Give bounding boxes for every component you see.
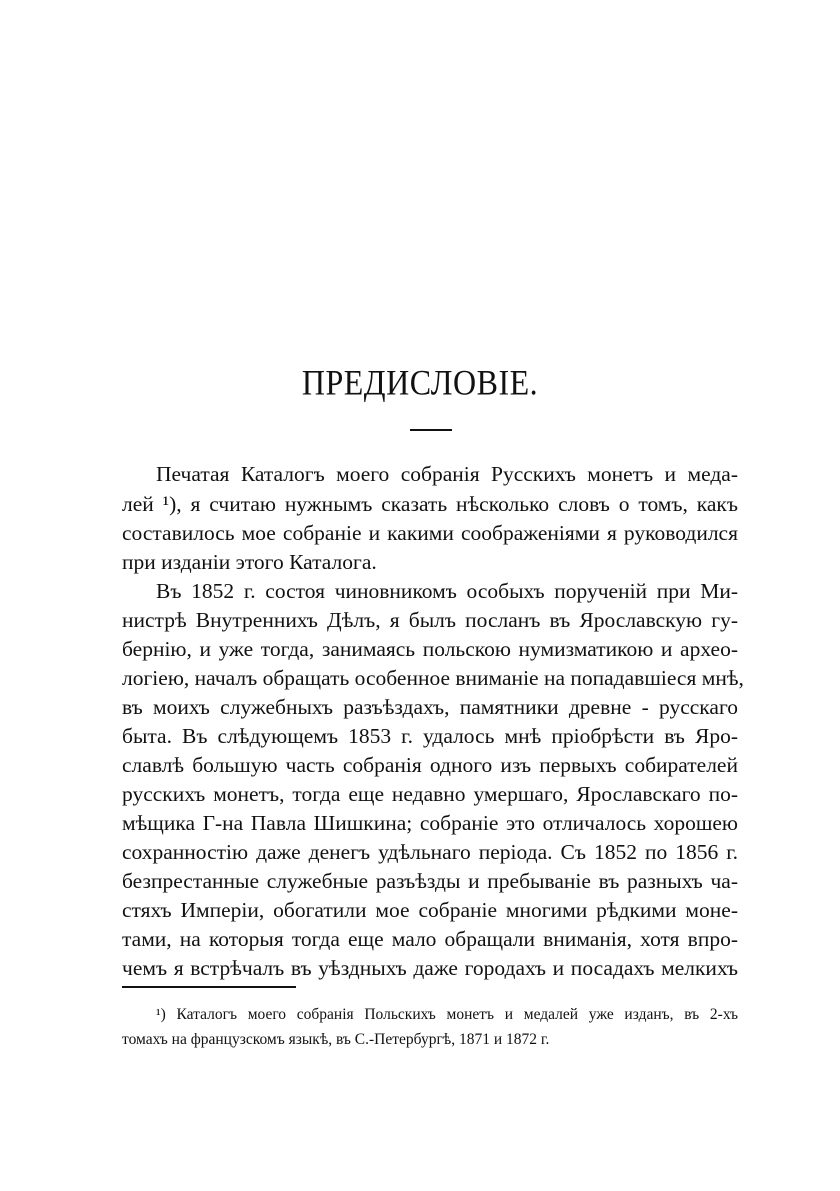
body-line: чемъ я встрѣчалъ въ уѣздныхъ даже городахъ и посадахъ мелкихъ bbox=[122, 956, 738, 980]
body-line: составилось мое собраніе и какими соображеніями я руководился bbox=[122, 521, 738, 545]
body-line: бернію, и уже тогда, занимаясь польскою нумизматикою и архео- bbox=[122, 637, 738, 661]
body-line: мѣщика Г-на Павла Шишкина; собраніе это отличалось хорошею bbox=[122, 811, 738, 835]
body-line: Въ 1852 г. состоя чиновникомъ особыхъ порученій при Ми- bbox=[156, 579, 738, 603]
footnote-divider bbox=[122, 986, 296, 988]
body-line: логіею, началъ обращать особенное вниманіе на попадавшіеся мнѣ, bbox=[122, 666, 744, 690]
body-line: нистрѣ Внутреннихъ Дѣлъ, я былъ посланъ въ Ярославскую гу- bbox=[122, 608, 738, 632]
body-line: тами, на которыя тогда еще мало обращали вниманія, хотя впро- bbox=[122, 927, 738, 951]
body-line: лей ¹), я считаю нужнымъ сказать нѣсколько словъ о томъ, какъ bbox=[122, 492, 738, 516]
page-title: ПРЕДИСЛОВІЕ. bbox=[301, 362, 539, 403]
body-line: русскихъ монетъ, тогда еще недавно умершаго, Ярославскаго по- bbox=[122, 782, 738, 806]
footnote-line: томахъ на французскомъ языкѣ, въ С.-Петербургѣ, 1871 и 1872 г. bbox=[122, 1031, 550, 1048]
body-line: сохранностію даже денегъ удѣльнаго періода. Съ 1852 по 1856 г. bbox=[122, 840, 738, 864]
footnote-line: ¹) Каталогъ моего собранія Польскихъ монетъ и медалей уже изданъ, въ 2-хъ bbox=[156, 1006, 738, 1023]
body-line: славлѣ большую часть собранія одного изъ первыхъ собирателей bbox=[122, 753, 738, 777]
body-line: въ моихъ служебныхъ разъѣздахъ, памятники древне - русскаго bbox=[122, 695, 738, 719]
body-line: стяхъ Имперіи, обогатили мое собраніе многими рѣдкими моне- bbox=[122, 898, 738, 922]
body-line: при изданіи этого Каталога. bbox=[122, 550, 377, 574]
body-line: Печатая Каталогъ моего собранія Русскихъ монетъ и меда- bbox=[156, 462, 738, 486]
body-line: безпрестанные служебные разъѣзды и пребываніе въ разныхъ ча- bbox=[122, 869, 738, 893]
title-divider bbox=[410, 429, 452, 431]
body-line: быта. Въ слѣдующемъ 1853 г. удалось мнѣ пріобрѣсти въ Яро- bbox=[122, 724, 738, 748]
